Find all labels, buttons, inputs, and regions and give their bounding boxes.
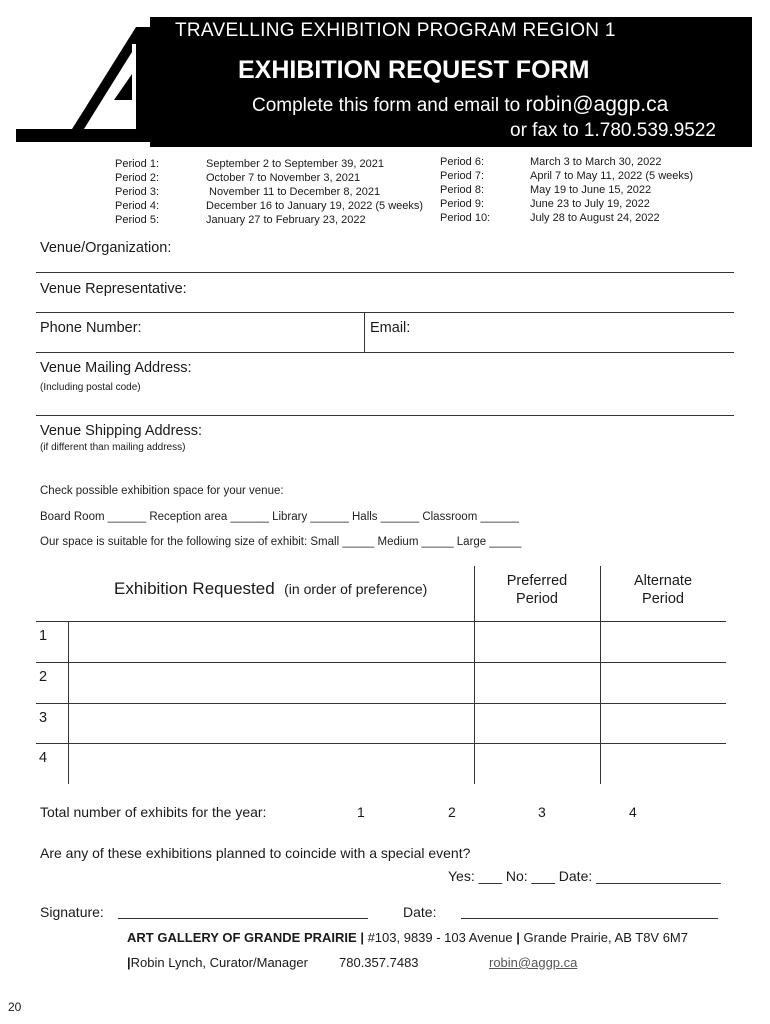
preferred-period-header (476, 572, 598, 608)
period-label: Period 8: (440, 184, 485, 196)
period-dates: March 3 to March 30, 2022 (530, 156, 662, 168)
signature-date-line[interactable] (461, 918, 718, 919)
special-event-answer[interactable]: Yes: ___ No: ___ Date: ________________ (448, 868, 721, 884)
program-title: TRAVELLING EXHIBITION PROGRAM REGION 1 (175, 20, 616, 41)
period-label: Period 5: (115, 214, 160, 226)
period-label: Period 9: (440, 198, 485, 210)
mailing-line[interactable] (36, 415, 734, 416)
exhibition-cell-1[interactable] (70, 622, 473, 662)
shipping-note: (if different than mailing address) (40, 442, 186, 453)
footer-separator: | (127, 955, 131, 970)
exhibition-cell-2[interactable] (70, 663, 473, 703)
table-row-number: 4 (39, 750, 48, 766)
footer-contact-phone: 780.357.7483 (339, 955, 419, 970)
footer-separator: | (516, 930, 520, 945)
table-title-note: (in order of preference) (284, 581, 428, 597)
period-label: Period 7: (440, 170, 485, 182)
preferred-line1: Preferred (506, 573, 568, 589)
table-divider-preferred (474, 566, 475, 784)
footer-contact-email[interactable]: robin@aggp.ca (489, 955, 578, 970)
space-prompt: Check possible exhibition space for your venue: (40, 485, 284, 497)
totals-option-2[interactable]: 2 (448, 804, 456, 820)
signature-line[interactable] (118, 918, 368, 919)
totals-option-1[interactable]: 1 (357, 804, 365, 820)
footer-address-part2: Grande Prairie, AB T8V 6M7 (519, 930, 688, 945)
period-dates: May 19 to June 15, 2022 (530, 184, 652, 196)
period-dates: November 11 to December 8, 2021 (206, 186, 381, 198)
periods-left (115, 157, 435, 229)
mailing-note: (Including postal code) (40, 382, 141, 393)
footer-contact (127, 955, 308, 970)
venue-rep-line[interactable] (36, 312, 734, 313)
period-dates: September 2 to September 39, 2021 (206, 158, 384, 170)
space-size[interactable]: Our space is suitable for the following size of exhibit: Small _____ Medium _____ Large _____ (40, 536, 522, 548)
period-dates: April 7 to May 11, 2022 (5 weeks) (530, 170, 694, 182)
signature-date-label: Date: (403, 904, 437, 920)
venue-org-line[interactable] (36, 272, 734, 273)
shipping-label: Venue Shipping Address: (40, 423, 203, 439)
email-label: Email: (370, 320, 411, 336)
venue-org-label: Venue/Organization: (40, 240, 172, 256)
totals-option-3[interactable]: 3 (538, 804, 546, 820)
venue-rep-label: Venue Representative: (40, 281, 187, 297)
totals-label: Total number of exhibits for the year: (40, 804, 267, 820)
period-dates: January 27 to February 23, 2022 (206, 214, 366, 226)
period-label: Period 1: (115, 158, 160, 170)
period-dates: December 16 to January 19, 2022 (5 weeks) (206, 200, 424, 212)
exhibition-cell-3[interactable] (70, 704, 473, 743)
phone-email-line[interactable] (36, 352, 734, 353)
period-dates: June 23 to July 19, 2022 (530, 198, 650, 210)
period-label: Period 10: (440, 212, 491, 224)
table-row-number: 1 (39, 628, 48, 644)
table-row-number: 3 (39, 710, 48, 726)
footer-separator: | (360, 930, 364, 945)
phone-label: Phone Number: (40, 320, 142, 336)
footer-org-name: ART GALLERY OF GRANDE PRAIRIE (127, 930, 357, 945)
alternate-period-header (602, 572, 724, 608)
totals-option-4[interactable]: 4 (629, 804, 637, 820)
gallery-logo (14, 22, 174, 152)
footer-contact-name: Robin Lynch, Curator/Manager (130, 955, 308, 970)
instructions (252, 93, 668, 117)
footer-address (127, 930, 688, 945)
instruction-email[interactable]: robin@aggp.ca (525, 93, 669, 116)
fax-line: or fax to 1.780.539.9522 (510, 120, 716, 141)
alternate-line1: Alternate (633, 573, 693, 589)
mailing-label: Venue Mailing Address: (40, 360, 192, 376)
special-event-question: Are any of these exhibitions planned to coincide with a special event? (40, 845, 471, 861)
table-title-text: Exhibition Requested (114, 579, 275, 598)
period-dates: October 7 to November 3, 2021 (206, 172, 361, 184)
table-row-number: 2 (39, 669, 48, 685)
page-number: 20 (8, 1000, 22, 1014)
period-label: Period 4: (115, 200, 160, 212)
period-dates: July 28 to August 24, 2022 (530, 212, 660, 224)
preferred-line2: Period (516, 591, 558, 607)
footer-address-part1: #103, 9839 - 103 Avenue (363, 930, 517, 945)
form-title: EXHIBITION REQUEST FORM (238, 56, 590, 84)
alternate-line2: Period (642, 591, 684, 607)
period-label: Period 6: (440, 156, 485, 168)
period-label: Period 2: (115, 172, 160, 184)
table-title (114, 579, 427, 599)
signature-label: Signature: (40, 904, 104, 920)
table-divider-alternate (600, 566, 601, 784)
period-label: Period 3: (115, 186, 160, 198)
exhibition-cell-4[interactable] (70, 744, 473, 784)
periods-right (440, 155, 730, 227)
space-options[interactable]: Board Room ______ Reception area ______ Library ______ Halls ______ Classroom ______ (40, 511, 519, 523)
instruction-text: Complete this form and email to (252, 95, 526, 116)
phone-email-divider (364, 312, 365, 352)
